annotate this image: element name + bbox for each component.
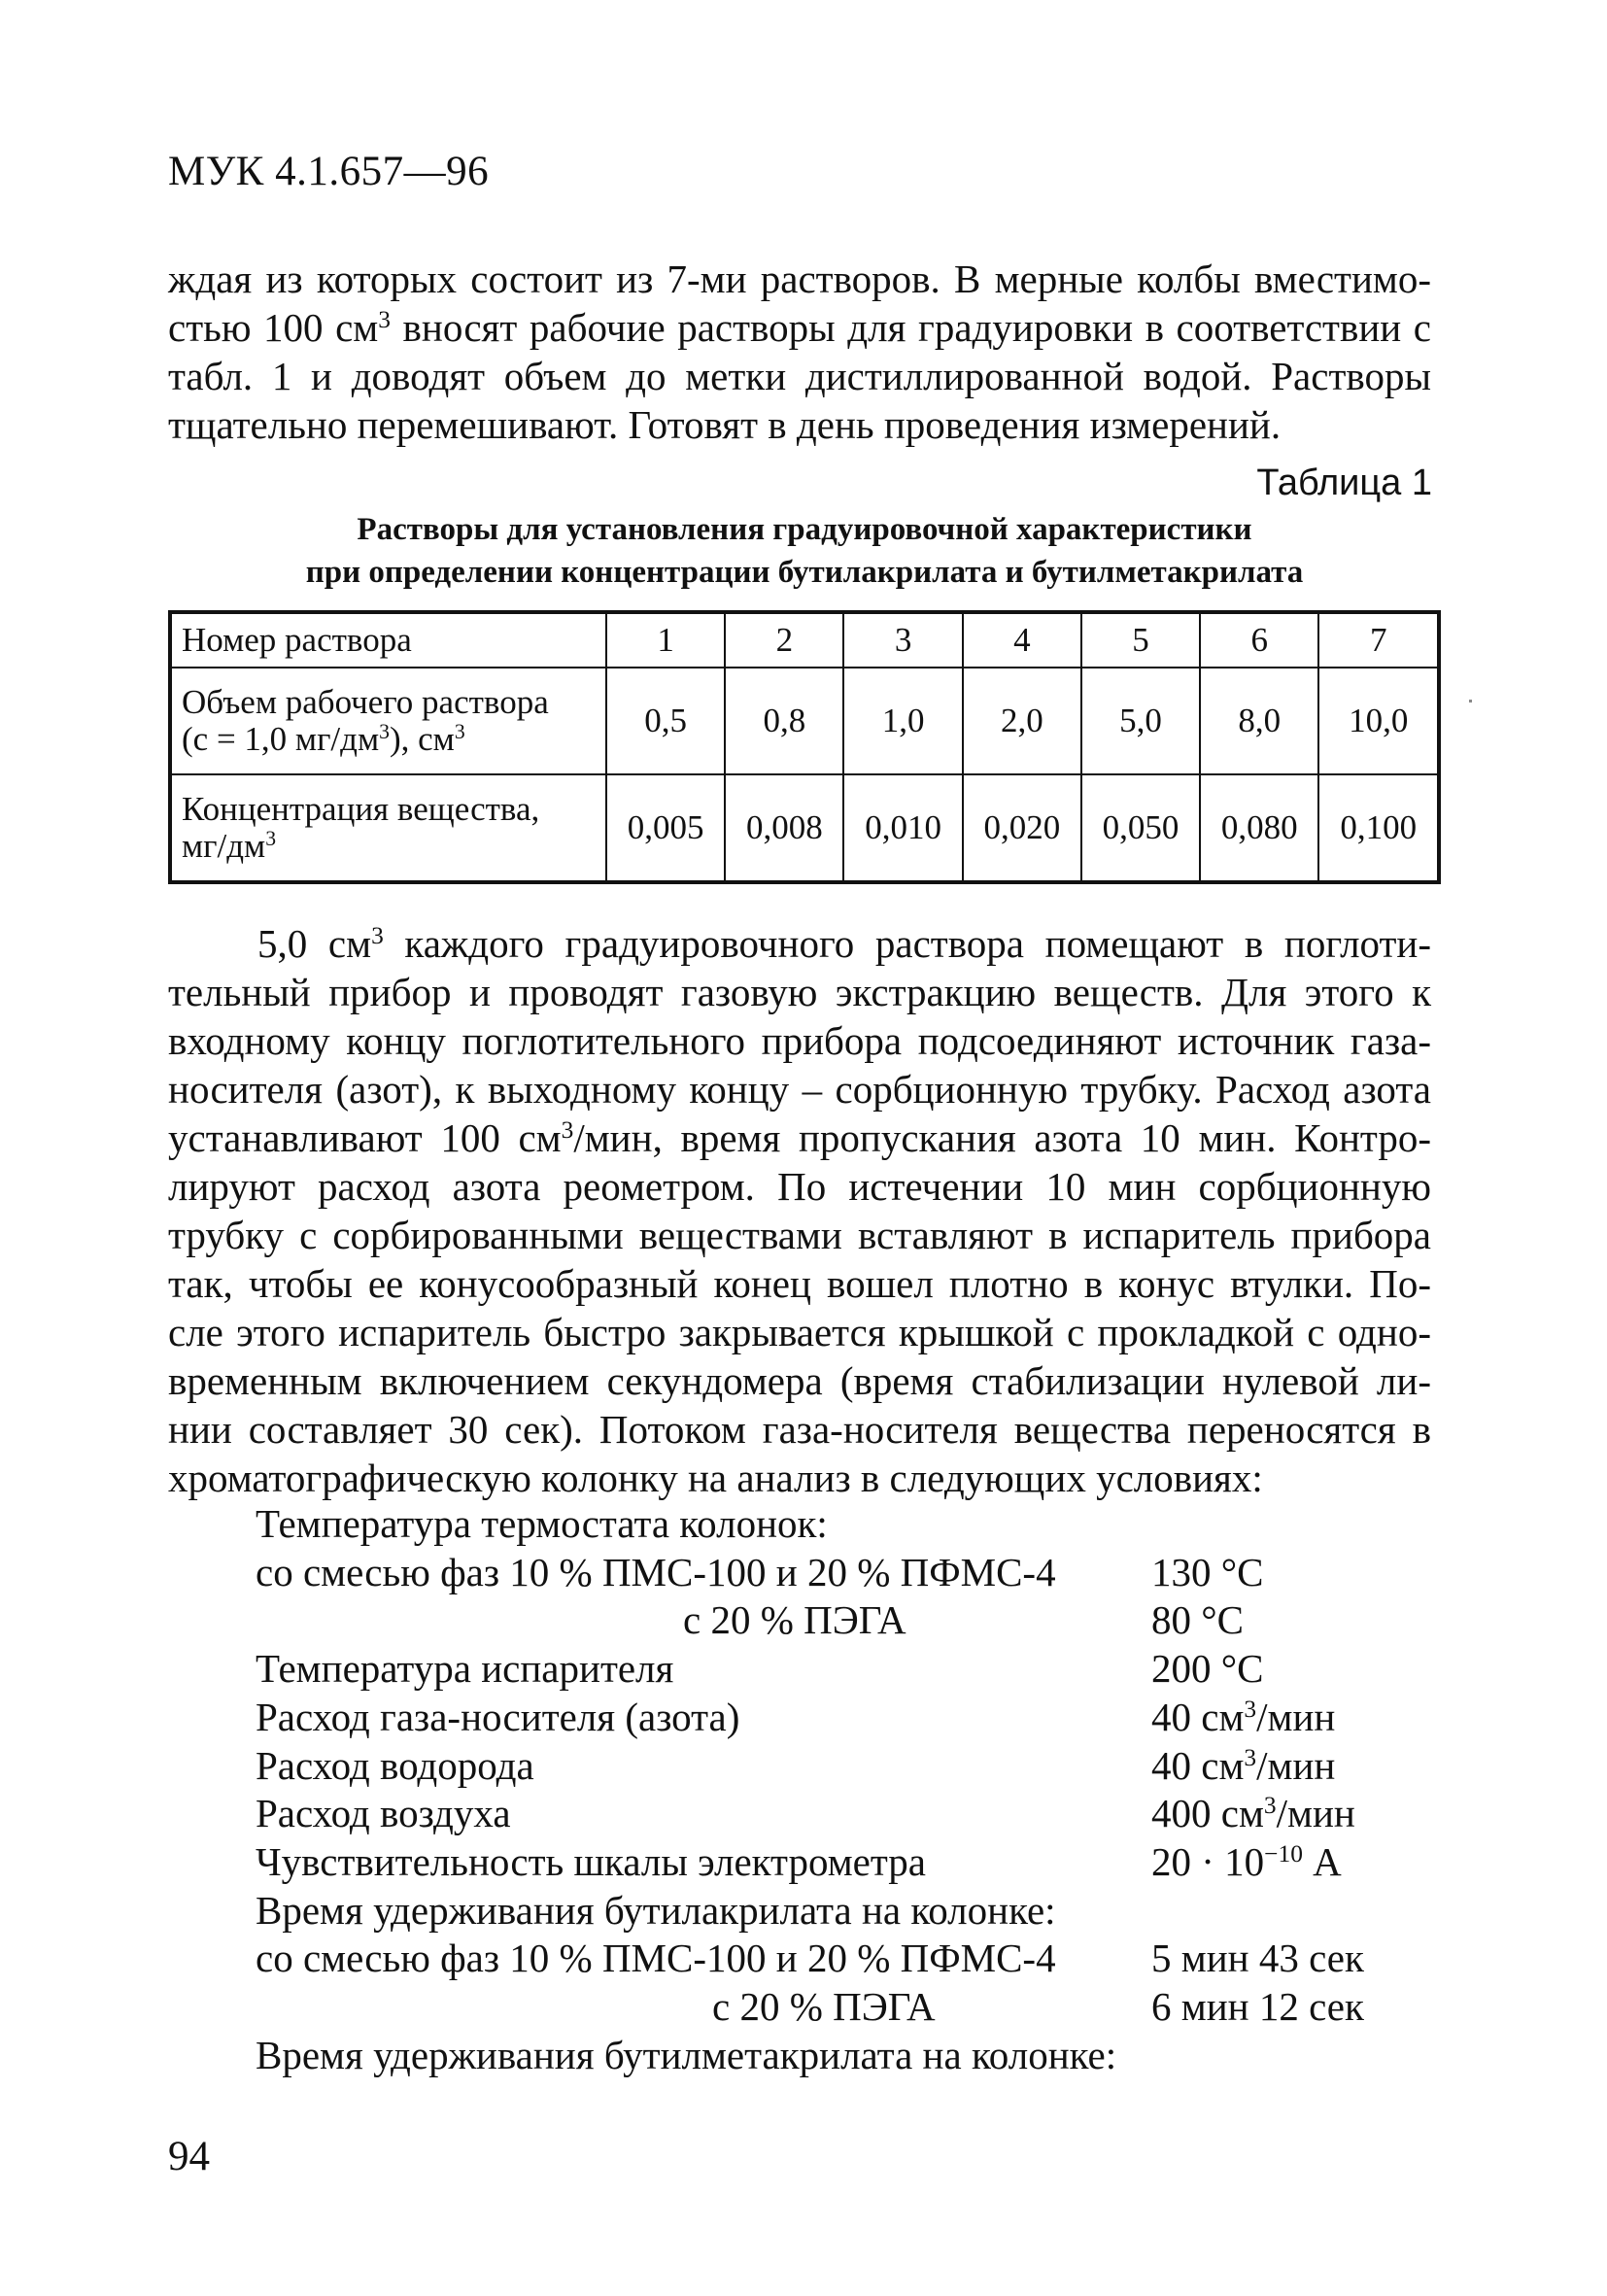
paragraph-line: табл. 1 и доводят объем до метки дистиллированной водой. Растворы — [168, 354, 1431, 398]
table-cell: 0,050 — [1081, 774, 1200, 882]
row-header-working-volume: Объем рабочего раствора (с = 1,0 $мг/дм^3$), $см^3$ — [170, 668, 606, 774]
table-cell: 0,8 — [725, 668, 843, 774]
condition-label: Чувствительность шкалы электрометра — [256, 1838, 926, 1884]
paragraph-line: 5,0 $см^3$ каждого градуировочного раствора помещают в поглоти- — [257, 921, 1431, 966]
table-cell: 5,0 — [1081, 668, 1200, 774]
calibration-solutions-table — [168, 610, 1441, 884]
condition-label: с 20 % ПЭГА — [683, 1597, 906, 1643]
page-number: 94 — [168, 2134, 210, 2179]
paragraph-line: носителя (азот), к выходному концу – сорбционную трубку. Расход азота — [168, 1067, 1431, 1112]
paragraph-line: ждая из которых состоит из 7-ми растворов. В мерные колбы вместимо- — [168, 257, 1431, 301]
condition-row — [256, 1694, 1451, 1742]
table-cell: 1 — [606, 612, 725, 668]
condition-label: Температура испарителя — [256, 1646, 674, 1692]
table-cell: 0,005 — [606, 774, 725, 882]
condition-row — [256, 1742, 1451, 1791]
table-cell: 0,100 — [1318, 774, 1439, 882]
paragraph-line: устанавливают 100 $см^3$/мин, время пропускания азота 10 мин. Контро- — [168, 1115, 1431, 1160]
paragraph-line: входному концу поглотительного прибора подсоединяют источник газа- — [168, 1018, 1431, 1063]
table-cell: 2,0 — [963, 668, 1081, 774]
row-header-solution-number: Номер раствора — [170, 612, 606, 668]
condition-value: 5 мин 43 сек — [1151, 1936, 1364, 1981]
table-cell: 0,080 — [1200, 774, 1318, 882]
condition-row — [256, 1645, 1451, 1694]
condition-value: 400 $см^3$/мин — [1151, 1791, 1355, 1836]
table-row — [170, 612, 1439, 668]
condition-row — [256, 1549, 1451, 1597]
table-cell: 0,5 — [606, 668, 725, 774]
table-cell: 1,0 — [843, 668, 962, 774]
condition-label: Расход водорода — [256, 1742, 534, 1788]
condition-label: с 20 % ПЭГА — [712, 1984, 936, 2030]
table-cell: 10,0 — [1318, 668, 1439, 774]
procedure-paragraph — [168, 919, 1431, 1502]
condition-value: 200 °С — [1151, 1646, 1264, 1692]
table-cell: 3 — [843, 612, 962, 668]
analysis-conditions-list — [256, 1500, 1451, 2079]
table-cell: 0,008 — [725, 774, 843, 882]
condition-row — [256, 1596, 1451, 1645]
scan-artifact — [1469, 700, 1472, 703]
paragraph-line: трубку с сорбированными веществами вставляют в испаритель прибора — [168, 1213, 1431, 1257]
paragraph-line: так, чтобы ее конусообразный конец вошел плотно в конус втулки. По- — [168, 1261, 1431, 1306]
condition-row — [256, 1838, 1451, 1887]
table-cell: 7 — [1318, 612, 1439, 668]
condition-value: 40 $см^3$/мин — [1151, 1694, 1336, 1739]
document-code-header: МУК 4.1.657—96 — [168, 149, 490, 194]
table-cell: 0,020 — [963, 774, 1081, 882]
condition-heading: Время удерживания бутилметакрилата на колонке: — [256, 2032, 1117, 2077]
paragraph-line: лируют расход азота реометром. По истечении 10 мин сорбционную — [168, 1164, 1431, 1209]
paragraph-line: тщательно перемешивают. Готовят в день проведения измерений. — [168, 402, 1282, 447]
condition-value: 40 $см^3$/мин — [1151, 1742, 1336, 1788]
condition-value: 130 °С — [1151, 1549, 1264, 1594]
table-row — [170, 774, 1439, 882]
table-cell: 4 — [963, 612, 1081, 668]
condition-row — [256, 1935, 1451, 1983]
paragraph-line: хроматографическую колонку на анализ в следующих условиях: — [168, 1456, 1263, 1500]
condition-heading: Температура термостата колонок: — [256, 1501, 828, 1546]
intro-paragraph — [168, 255, 1431, 449]
table-caption-line: при определении концентрации бутилакрилата и бутилметакрилата — [305, 555, 1304, 590]
paragraph-line: стью 100 $см^3$ вносят рабочие растворы для градуировки в соответствии с — [168, 305, 1431, 350]
condition-heading: Время удерживания бутилакрилата на колонке: — [256, 1887, 1056, 1933]
condition-label: Расход воздуха — [256, 1791, 511, 1836]
table-cell: 0,010 — [843, 774, 962, 882]
table-cell: 5 — [1081, 612, 1200, 668]
condition-row — [256, 1790, 1451, 1838]
paragraph-line: сле этого испаритель быстро закрывается крышкой с прокладкой с одно- — [168, 1310, 1431, 1354]
table-caption-line: Растворы для установления градуировочной характеристики — [357, 512, 1252, 547]
condition-label: со смесью фаз 10 % ПМС-100 и 20 % ПФМС-4 — [256, 1549, 1056, 1594]
table-cell: 6 — [1200, 612, 1318, 668]
paragraph-line: временным включением секундомера (время стабилизации нулевой ли- — [168, 1358, 1431, 1403]
table-row — [170, 668, 1439, 774]
row-header-concentration: Концентрация вещества, $мг/дм^3$ — [170, 774, 606, 882]
table-cell: 8,0 — [1200, 668, 1318, 774]
condition-label: со смесью фаз 10 % ПМС-100 и 20 % ПФМС-4 — [256, 1936, 1056, 1981]
condition-value: $20 \cdot 10^{-10}$ А — [1151, 1838, 1342, 1884]
paragraph-line: нии составляет 30 сек). Потоком газа-носителя вещества переносятся в — [168, 1407, 1431, 1452]
paragraph-line: тельный прибор и проводят газовую экстракцию веществ. Для этого к — [168, 970, 1431, 1014]
table-number-label: Таблица 1 — [1256, 463, 1432, 503]
condition-value: 80 °С — [1151, 1597, 1244, 1643]
table-caption — [168, 508, 1441, 594]
condition-value: 6 мин 12 сек — [1151, 1984, 1364, 2030]
condition-row — [256, 1983, 1451, 2032]
condition-label: Расход газа-носителя (азота) — [256, 1694, 740, 1739]
table-cell: 2 — [725, 612, 843, 668]
